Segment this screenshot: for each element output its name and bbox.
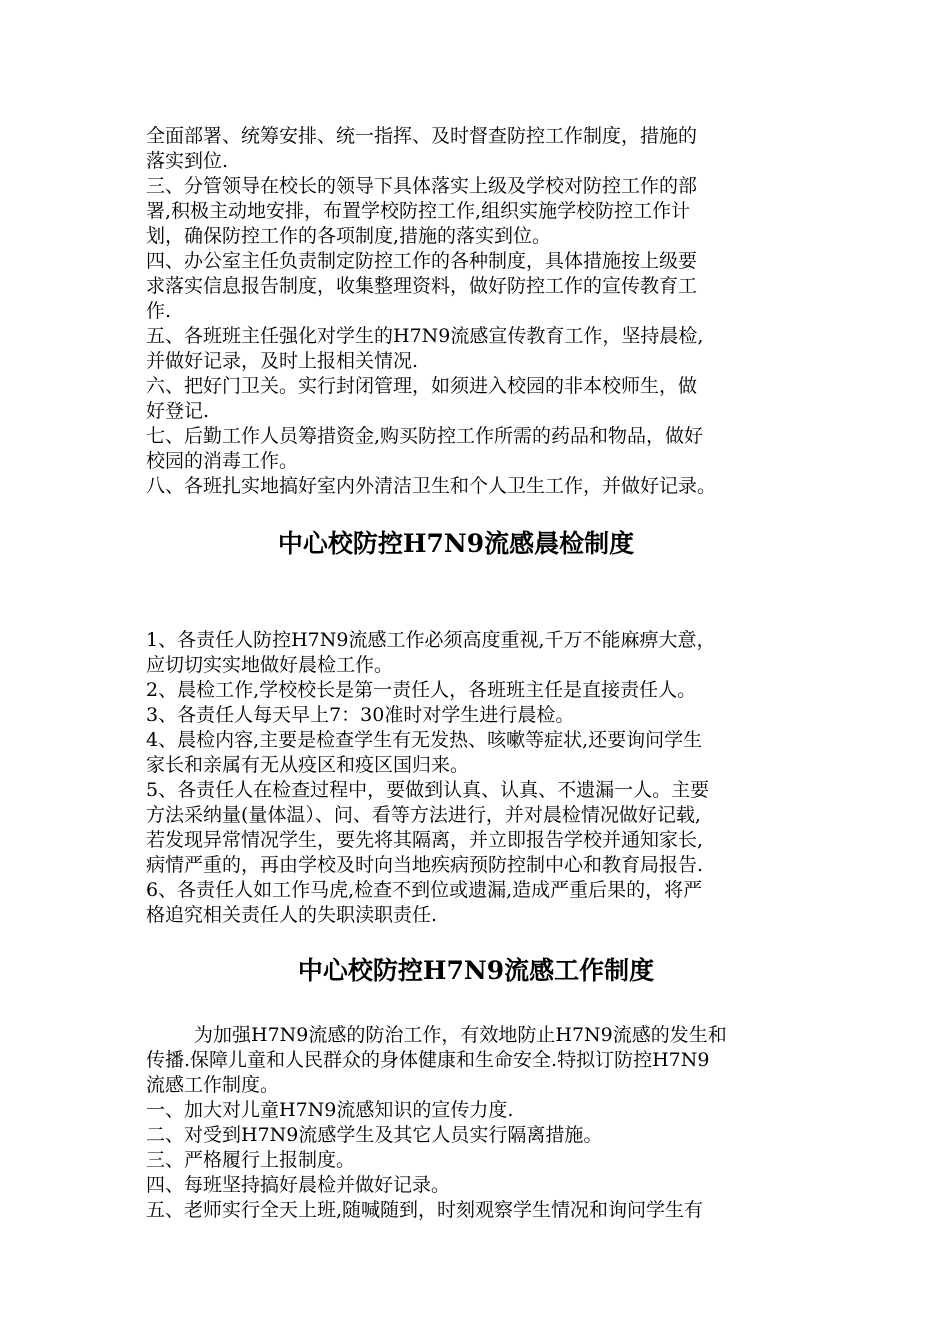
paragraph-line: 校园的消毒工作。: [146, 450, 299, 472]
paragraph-line: 四、办公室主任负责制定防控工作的各种制度，具体措施按上级要: [146, 250, 698, 272]
paragraph-line: 八、各班扎实地搞好室内外清洁卫生和个人卫生工作，并做好记录。: [146, 475, 717, 497]
paragraph-line: 并做好记录，及时上报相关情况.: [146, 350, 419, 372]
paragraph-line: 署,积极主动地安排，布置学校防控工作,组织实施学校防控工作计: [146, 200, 691, 222]
paragraph-line: 七、后勤工作人员筹措资金,购买防控工作所需的药品和物品，做好: [146, 425, 704, 447]
paragraph-line: 6、各责任人如工作马虎,检查不到位或遗漏,造成严重后果的，将严: [146, 879, 703, 901]
paragraph-line: 格追究相关责任人的失职渎职责任.: [146, 904, 438, 926]
paragraph-line: 应切切实实地做好晨检工作。: [146, 654, 394, 676]
section-title-morning-check: 中心校防控H7N9流感晨检制度: [277, 529, 635, 558]
paragraph-line: 方法采纳量(量体温）、问、看等方法进行，并对晨检情况做好记载,: [146, 804, 701, 826]
paragraph-line: 五、老师实行全天上班,随喊随到，时刻观察学生情况和询问学生有: [146, 1199, 704, 1221]
paragraph-line: 三、严格履行上报制度。: [146, 1149, 356, 1171]
paragraph-line: 好登记.: [146, 400, 210, 422]
section-prevention-duties: [146, 124, 806, 499]
paragraph-line: 5、各责任人在检查过程中，要做到认真、认真、不遗漏一人。主要: [146, 779, 710, 801]
paragraph-line: 若发现异常情况学生，要先将其隔离，并立即报告学校并通知家长,: [146, 829, 704, 851]
paragraph-line: 划，确保防控工作的各项制度,措施的落实到位。: [146, 225, 552, 247]
paragraph-line: 一、加大对儿童H7N9流感知识的宣传力度.: [146, 1099, 514, 1121]
paragraph-line: 2、晨检工作,学校校长是第一责任人，各班班主任是直接责任人。: [146, 679, 697, 701]
paragraph-line: 3、各责任人每天早上7：30准时对学生进行晨检。: [146, 704, 575, 726]
section-title-work-system: 中心校防控H7N9流感工作制度: [297, 956, 655, 985]
paragraph-line: 为加强H7N9流感的防治工作，有效地防止H7N9流感的发生和: [194, 1024, 727, 1046]
paragraph-line: 4、晨检内容,主要是检查学生有无发热、咳嗽等症状,还要询问学生: [146, 729, 703, 751]
paragraph-line: 五、各班班主任强化对学生的H7N9流感宣传教育工作，坚持晨检,: [146, 325, 704, 347]
paragraph-line: 病情严重的，再由学校及时向当地疾病预防控制中心和教育局报告.: [146, 854, 704, 876]
paragraph-line: 流感工作制度。: [146, 1074, 280, 1096]
paragraph-line: 传播.保障儿童和人民群众的身体健康和生命安全.特拟订防控H7N9: [146, 1049, 710, 1071]
paragraph-line: 落实到位.: [146, 150, 229, 172]
paragraph-line: 全面部署、统筹安排、统一指挥、及时督查防控工作制度，措施的: [146, 125, 698, 147]
paragraph-line: 求落实信息报告制度，收集整理资料，做好防控工作的宣传教育工: [146, 275, 698, 297]
paragraph-line: 1、各责任人防控H7N9流感工作必须高度重视,千万不能麻痹大意，: [146, 629, 716, 651]
paragraph-line: 二、对受到H7N9流感学生及其它人员实行隔离措施。: [146, 1124, 603, 1146]
paragraph-line: 四、每班坚持搞好晨检并做好记录。: [146, 1174, 451, 1196]
document-body: [146, 124, 806, 1223]
paragraph-line: 三、分管领导在校长的领导下具体落实上级及学校对防控工作的部: [146, 175, 698, 197]
paragraph-line: 作.: [146, 300, 172, 322]
paragraph-line: 六、把好门卫关。实行封闭管理，如须进入校园的非本校师生，做: [146, 375, 698, 397]
section-work-system: [146, 1023, 806, 1223]
paragraph-line: 家长和亲属有无从疫区和疫区国归来。: [146, 754, 470, 776]
section-morning-check: [146, 628, 806, 928]
